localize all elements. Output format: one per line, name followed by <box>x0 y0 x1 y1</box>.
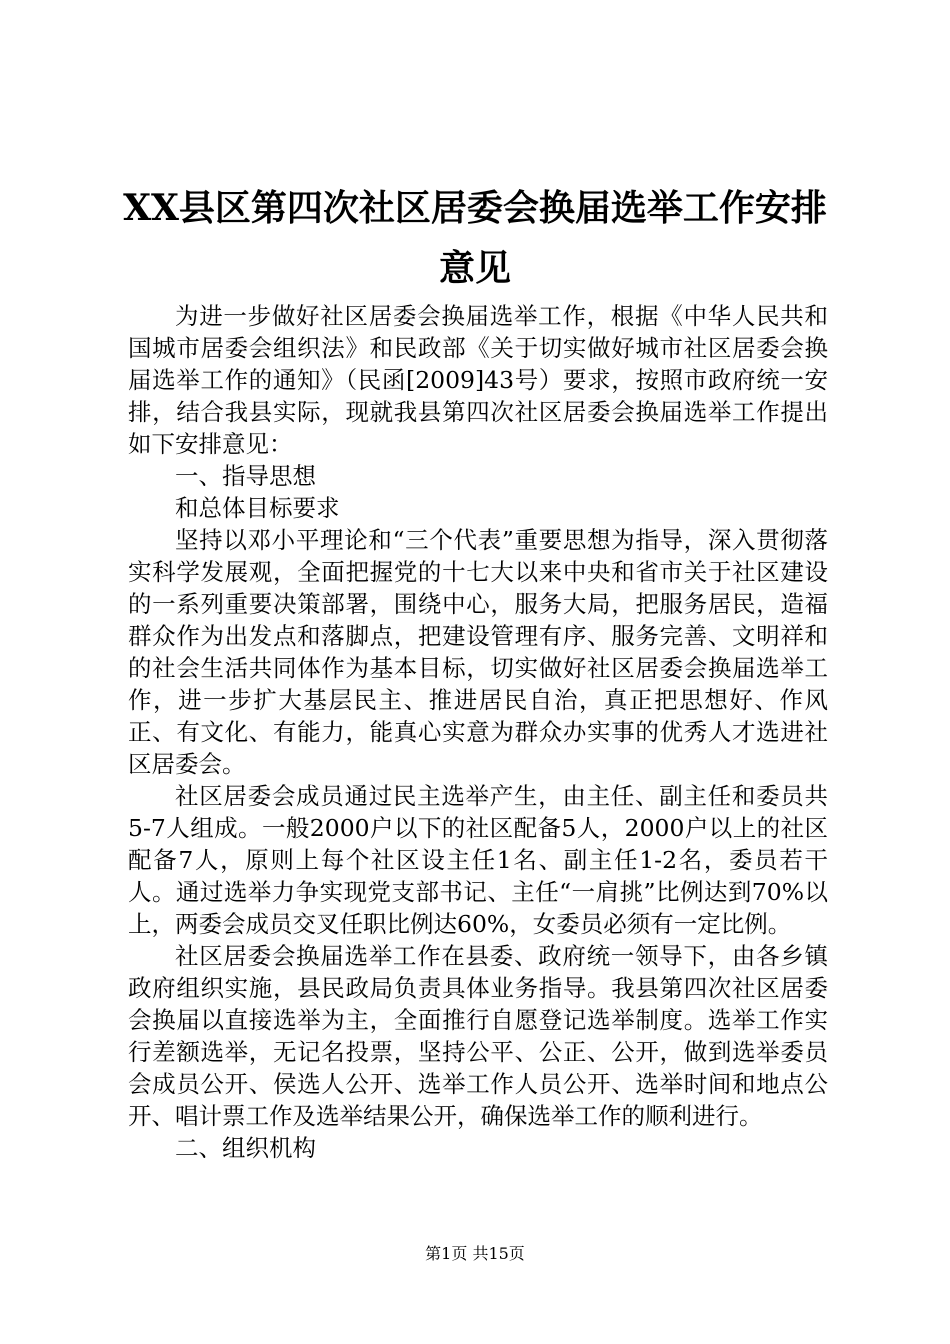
document-title-line-2: 意见 <box>438 247 511 289</box>
paragraph-guiding-principles: 坚持以邓小平理论和“三个代表”重要思想为指导，深入贯彻落实科学发展观，全面把握党的十七大以来中央和省市关于社区建设的一系列重要决策部署，围绕中心，服务大局，把服务居民，造福群众作为出发点和落脚点，把建设管理有序、服务完善、文明祥和的社会生活共同体作为基本目标，切实做好社区居委会换届选举工作，进一步扩大基层民主、推进居民自治，真正把思想好、作风正、有文化、有能力，能真心实意为群众办实事的优秀人才选进社区居委会。 <box>128 526 828 778</box>
paragraph-committee-composition: 社区居委会成员通过民主选举产生，由主任、副主任和委员共5-7人组成。一般2000户以下的社区配备5人，2000户以上的社区配备7人，原则上每个社区设主任1名、副主任1-2名，委员若干人。通过选举力争实现党支部书记、主任“一肩挑”比例达到70%以上，两委会成员交叉任职比例达60%，女委员必须有一定比例。 <box>128 782 828 938</box>
page-number-footer: 第1页 共15页 <box>425 1244 525 1263</box>
paragraph-intro: 为进一步做好社区居委会换届选举工作，根据《中华人民共和国城市居委会组织法》和民政部《关于切实做好城市社区居委会换届选举工作的通知》（民函[2009]43号）要求，按照市政府统一安排，结合我县实际，现就我县第四次社区居委会换届选举工作提出如下安排意见： <box>128 302 828 458</box>
paragraph-election-organization: 社区居委会换届选举工作在县委、政府统一领导下，由各乡镇政府组织实施，县民政局负责具体业务指导。我县第四次社区居委会换届以直接选举为主，全面推行自愿登记选举制度。选举工作实行差额选举，无记名投票，坚持公平、公正、公开，做到选举委员会成员公开、侯选人公开、选举工作人员公开、选举时间和地点公开、唱计票工作及选举结果公开，确保选举工作的顺利进行。 <box>128 942 828 1130</box>
document-body <box>128 300 828 1164</box>
section-heading-guiding-ideology: 一、指导思想 <box>175 462 316 490</box>
section-heading-overall-goals: 和总体目标要求 <box>175 494 340 522</box>
section-heading-organization: 二、组织机构 <box>175 1134 316 1162</box>
document-title-line-1: XX县区第四次社区居委会换届选举工作安排 <box>123 187 827 229</box>
